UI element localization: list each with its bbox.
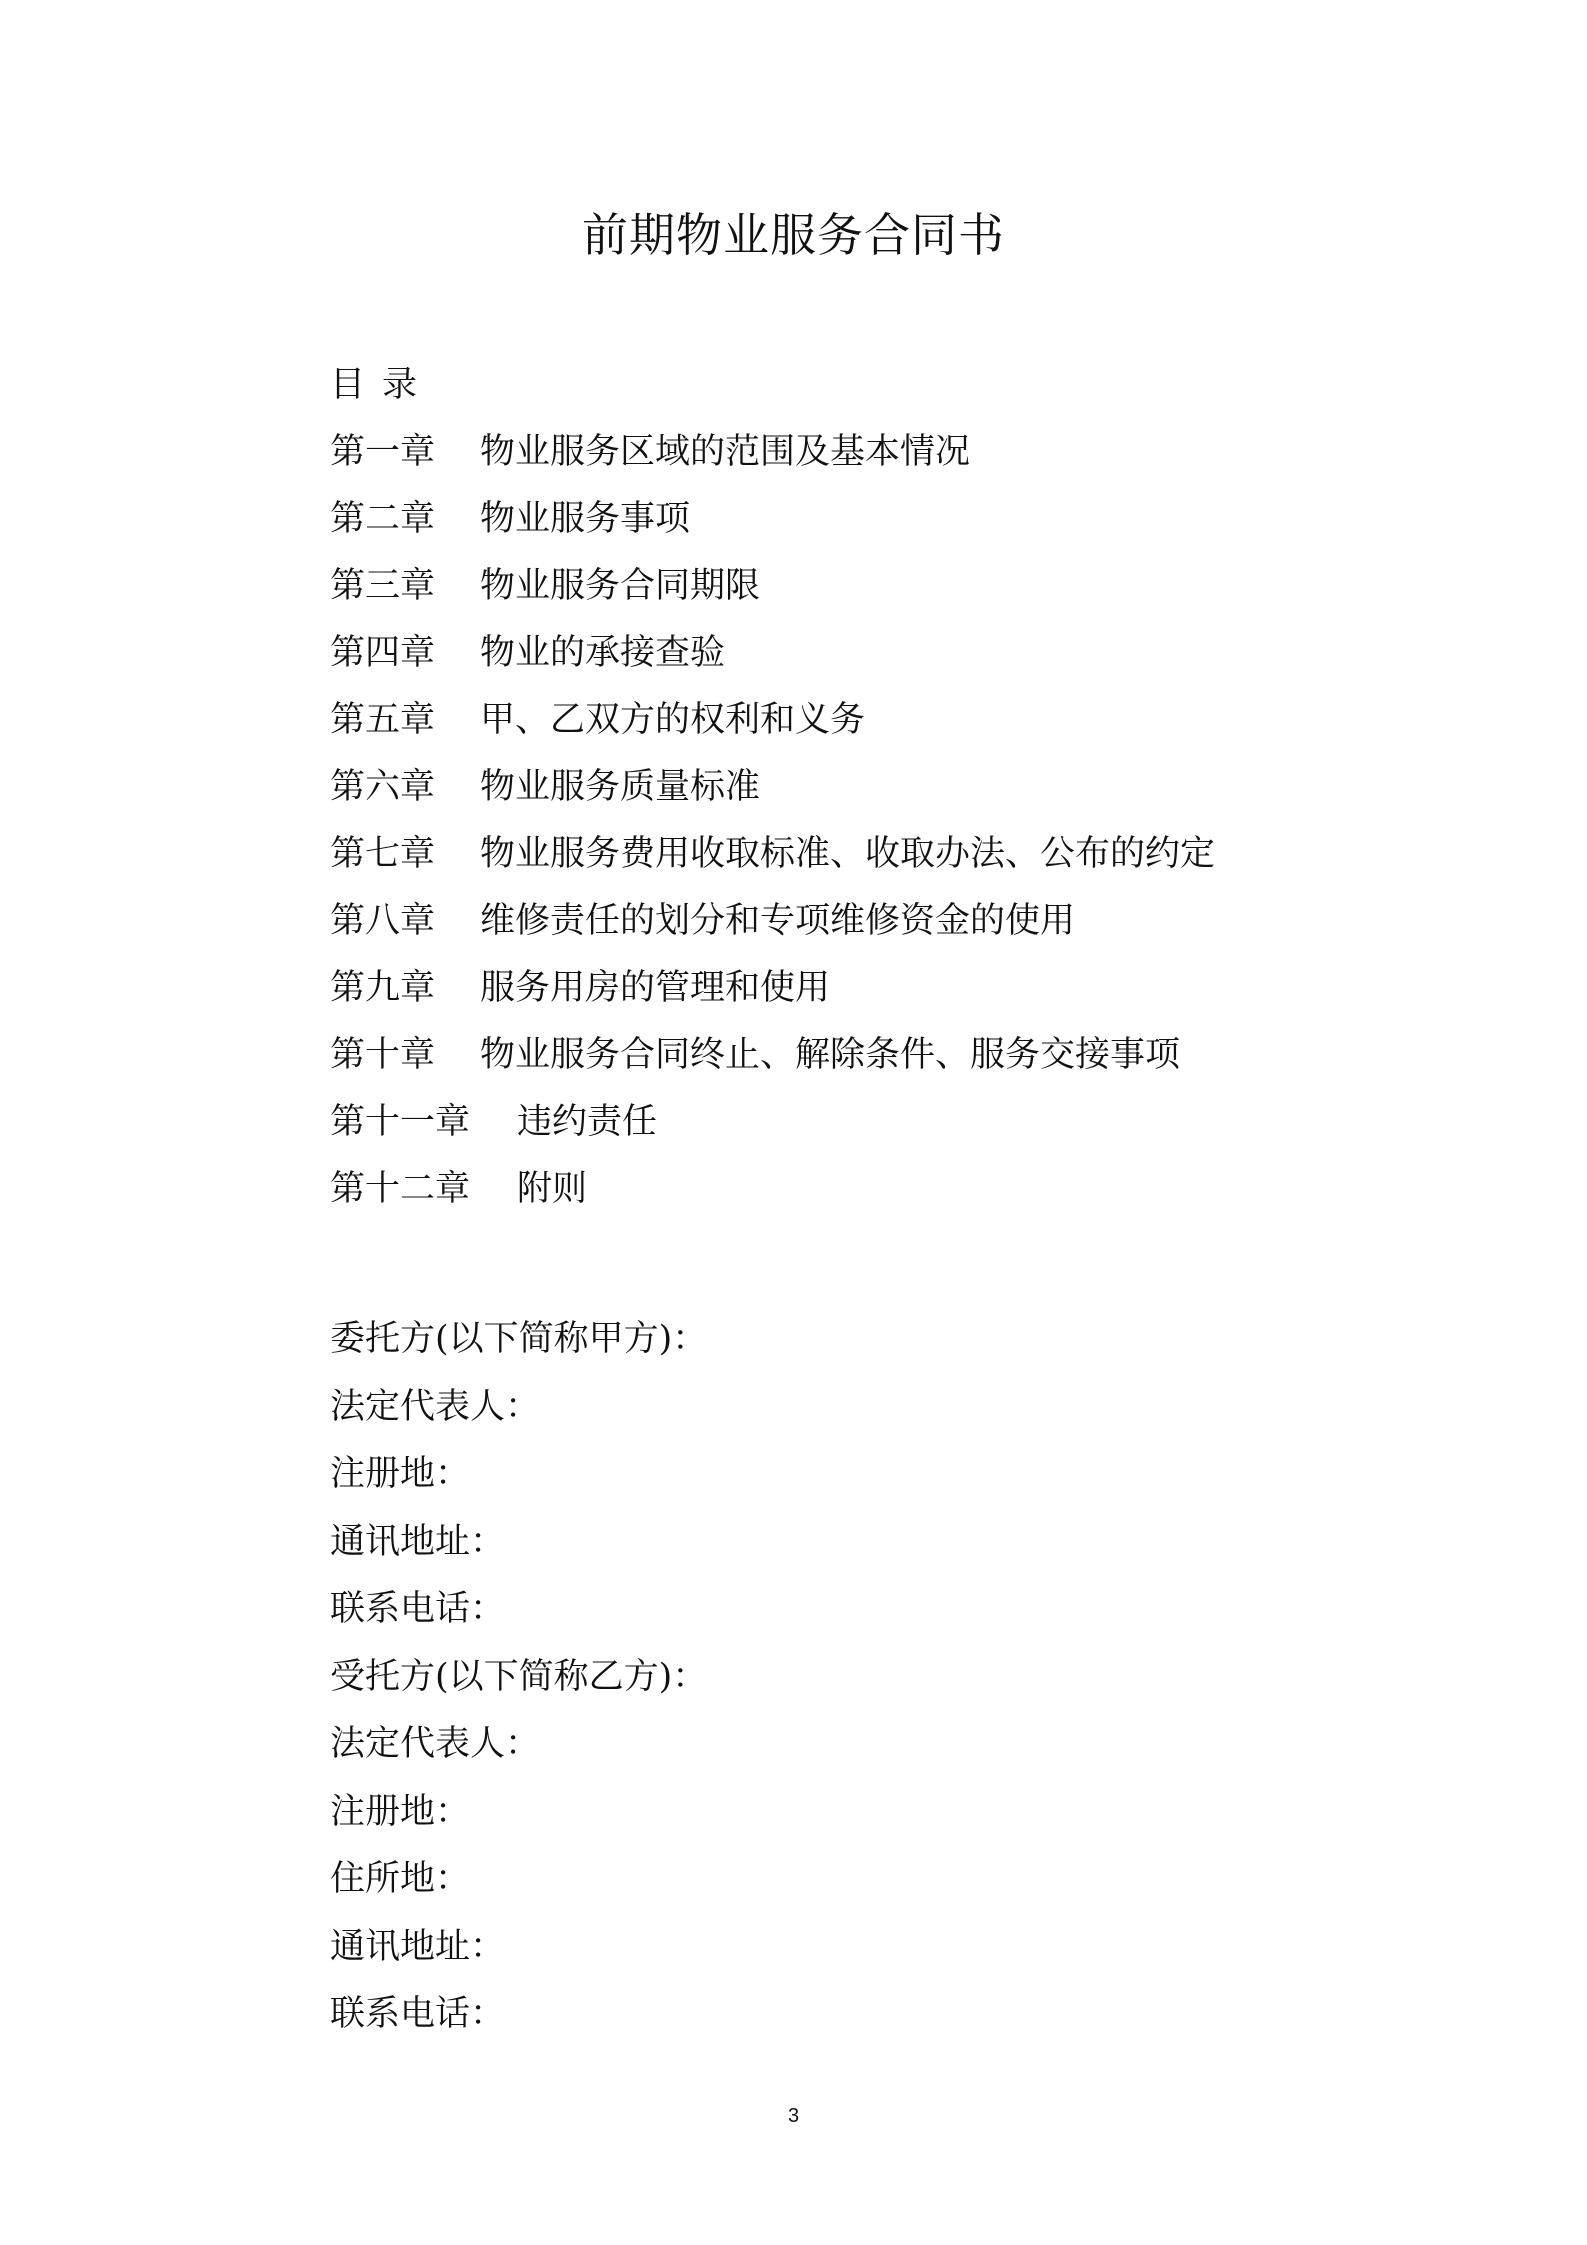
toc-chapter-title: 附则 [517, 1169, 588, 1209]
toc-chapter-number: 第五章 [330, 700, 436, 740]
document-title: 前期物业服务合同书 [582, 208, 1005, 262]
party-field-label: 注册地： [330, 1454, 471, 1494]
toc-heading-char: 目 [330, 365, 366, 405]
party-field-label: 法定代表人： [330, 1386, 541, 1427]
toc-chapter-title: 物业服务区域的范围及基本情况 [480, 432, 971, 472]
toc-item [330, 754, 1330, 821]
party-trustee-label: 受托方(以下简称乙方)： [330, 1656, 708, 1697]
party-field-label: 通讯地址： [330, 1521, 506, 1562]
toc-chapter-number: 第三章 [330, 566, 436, 606]
toc-chapter-title: 甲、乙双方的权利和义务 [480, 700, 866, 740]
toc-chapter-number: 第九章 [330, 968, 436, 1008]
toc-chapter-title: 物业服务费用收取标准、收取办法、公布的约定 [480, 834, 1216, 874]
party-principal-label: 委托方(以下简称甲方)： [330, 1319, 708, 1359]
toc-chapter-number: 第八章 [330, 901, 436, 941]
party-field-label: 通讯地址： [330, 1926, 506, 1967]
toc-item [330, 419, 1330, 486]
toc-heading-char: 录 [382, 365, 418, 405]
toc-item [330, 486, 1330, 553]
toc-item [330, 821, 1330, 888]
toc-chapter-title: 物业服务合同期限 [480, 566, 761, 606]
toc-heading [330, 352, 1330, 419]
toc-chapter-title: 物业服务质量标准 [480, 767, 761, 807]
party-field-label: 法定代表人： [330, 1724, 541, 1764]
toc-chapter-number: 第十一章 [330, 1102, 471, 1142]
toc-chapter-number: 第六章 [330, 767, 436, 807]
toc-item [330, 620, 1330, 687]
toc-chapter-title: 服务用房的管理和使用 [480, 968, 831, 1008]
toc-chapter-title: 维修责任的划分和专项维修资金的使用 [480, 901, 1076, 941]
toc-item [330, 1089, 1330, 1156]
toc-item [330, 553, 1330, 620]
party-information [330, 1306, 1330, 2049]
toc-chapter-number: 第七章 [330, 834, 436, 874]
toc-item [330, 955, 1330, 1022]
toc-chapter-title: 违约责任 [517, 1102, 658, 1142]
party-field-label: 住所地： [330, 1859, 471, 1899]
party-field-label: 联系电话： [330, 1589, 506, 1629]
page-number: 3 [787, 2105, 800, 2127]
toc-chapter-number: 第一章 [330, 432, 436, 472]
party-field-label: 注册地： [330, 1791, 471, 1832]
toc-chapter-number: 第四章 [330, 633, 436, 673]
party-field-label: 联系电话： [330, 1994, 506, 2034]
toc-chapter-title: 物业服务事项 [480, 499, 691, 539]
toc-item [330, 687, 1330, 754]
toc-item [330, 888, 1330, 955]
table-of-contents [330, 352, 1330, 1223]
toc-chapter-number: 第二章 [330, 499, 436, 539]
toc-chapter-number: 第十章 [330, 1035, 436, 1075]
toc-chapter-number: 第十二章 [330, 1169, 471, 1209]
toc-chapter-title: 物业服务合同终止、解除条件、服务交接事项 [480, 1035, 1181, 1075]
toc-item [330, 1156, 1330, 1223]
toc-item [330, 1022, 1330, 1089]
toc-chapter-title: 物业的承接查验 [480, 633, 726, 673]
